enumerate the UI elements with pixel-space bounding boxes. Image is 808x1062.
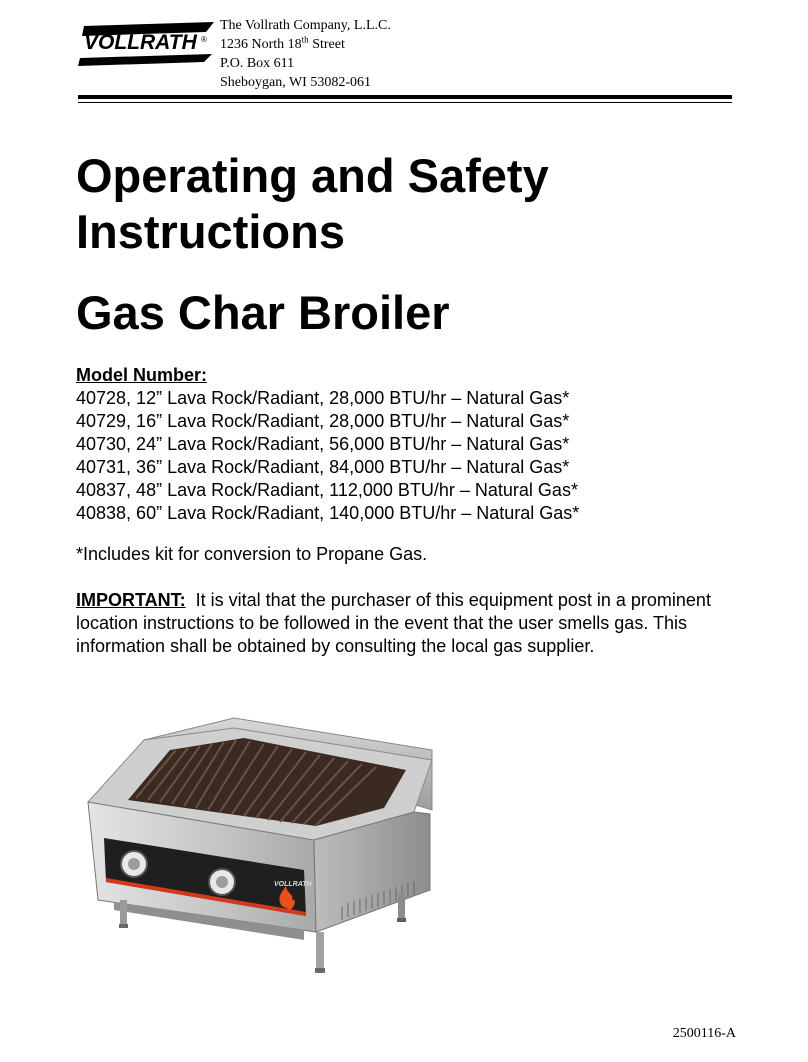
model-item: 40837, 48” Lava Rock/Radiant, 112,000 BTU/hr – Natural Gas*: [76, 480, 578, 500]
title-line-2: Instructions: [76, 205, 345, 258]
model-list: [76, 364, 579, 525]
char-broiler-photo: [84, 710, 436, 976]
company-address: [220, 16, 391, 92]
header-rule-thick: [78, 95, 732, 99]
model-item: 40729, 16” Lava Rock/Radiant, 28,000 BTU/hr – Natural Gas*: [76, 411, 570, 431]
company-name: The Vollrath Company, L.L.C.: [220, 18, 391, 33]
document-title: [76, 148, 549, 260]
important-text: It is vital that the purchaser of this equipment post in a prominent location instructions to be followed in the event that the user smells gas. This information shall be obtained by consulting the local gas supplier.: [76, 590, 711, 656]
header-rule-thin: [78, 102, 732, 103]
product-title: Gas Char Broiler: [76, 286, 450, 339]
model-item: 40731, 36” Lava Rock/Radiant, 84,000 BTU/hr – Natural Gas*: [76, 457, 570, 477]
document-number: 2500116-A: [672, 1026, 736, 1041]
po-box: P.O. Box 611: [220, 56, 295, 71]
letterhead: [78, 12, 738, 92]
product-badge-text: VOLLRATH: [274, 881, 312, 888]
street-address: 1236 North 18th Street: [220, 34, 345, 52]
model-item: 40728, 12” Lava Rock/Radiant, 28,000 BTU/hr – Natural Gas*: [76, 388, 570, 408]
logo-text: VOLLRATH: [84, 31, 197, 54]
important-notice: [76, 589, 726, 658]
model-item: 40730, 24” Lava Rock/Radiant, 56,000 BTU/hr – Natural Gas*: [76, 434, 570, 454]
city-state-zip: Sheboygan, WI 53082-061: [220, 75, 371, 90]
svg-text:®: ®: [201, 35, 207, 44]
model-number-label: Model Number:: [76, 365, 208, 385]
title-line-1: Operating and Safety: [76, 149, 549, 202]
propane-note: *Includes kit for conversion to Propane Gas.: [76, 544, 428, 564]
important-label: IMPORTANT:: [76, 590, 186, 610]
model-item: 40838, 60” Lava Rock/Radiant, 140,000 BTU/hr – Natural Gas*: [76, 503, 580, 523]
vollrath-logo: [78, 18, 218, 74]
